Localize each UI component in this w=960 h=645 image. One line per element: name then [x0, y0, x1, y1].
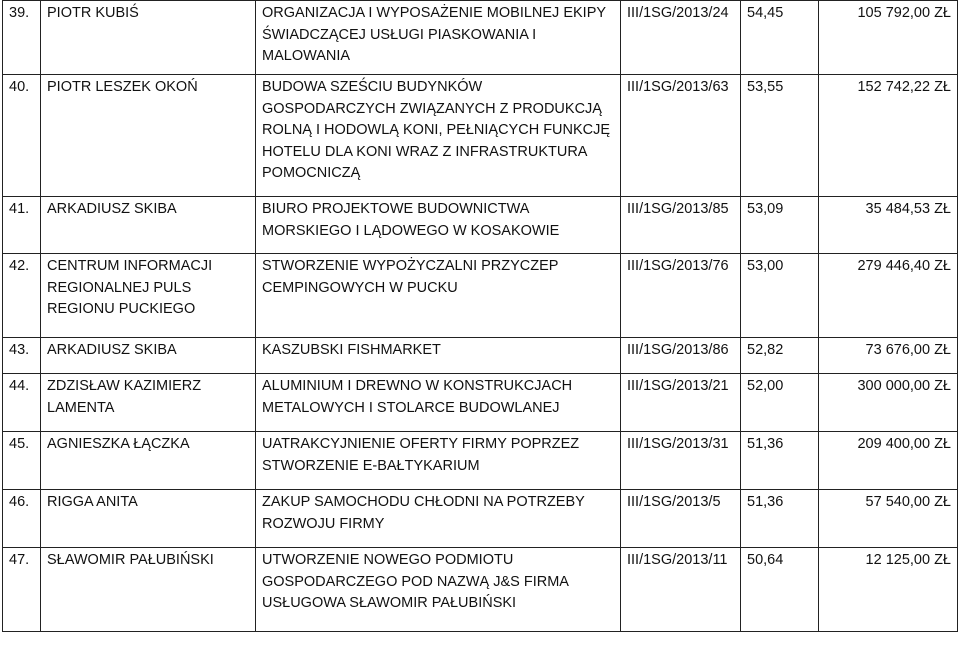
applicant-name: ARKADIUSZ SKIBA: [41, 338, 256, 374]
table-row: [3, 1, 958, 75]
amount: 35 484,53 ZŁ: [819, 197, 958, 254]
amount: 12 125,00 ZŁ: [819, 548, 958, 632]
amount: 73 676,00 ZŁ: [819, 338, 958, 374]
amount: 279 446,40 ZŁ: [819, 254, 958, 338]
project-title: BIURO PROJEKTOWE BUDOWNICTWA MORSKIEGO I LĄDOWEGO W KOSAKOWIE: [256, 197, 621, 254]
applicant-name: PIOTR LESZEK OKOŃ: [41, 75, 256, 197]
applicant-name: CENTRUM INFORMACJI REGIONALNEJ PULS REGIONU PUCKIEGO: [41, 254, 256, 338]
reference-number: III/1SG/2013/31: [621, 432, 741, 490]
score: 52,82: [741, 338, 819, 374]
score: 53,09: [741, 197, 819, 254]
applicant-name: SŁAWOMIR PAŁUBIŃSKI: [41, 548, 256, 632]
project-title: STWORZENIE WYPOŻYCZALNI PRZYCZEP CEMPINGOWYCH W PUCKU: [256, 254, 621, 338]
project-title: ORGANIZACJA I WYPOSAŻENIE MOBILNEJ EKIPY ŚWIADCZĄCEJ USŁUGI PIASKOWANIA I MALOWANIA: [256, 1, 621, 75]
reference-number: III/1SG/2013/11: [621, 548, 741, 632]
score: 50,64: [741, 548, 819, 632]
applicant-name: ARKADIUSZ SKIBA: [41, 197, 256, 254]
project-title: UTWORZENIE NOWEGO PODMIOTU GOSPODARCZEGO POD NAZWĄ J&S FIRMA USŁUGOWA SŁAWOMIR PAŁUBIŃSKI: [256, 548, 621, 632]
score: 53,00: [741, 254, 819, 338]
amount: 105 792,00 ZŁ: [819, 1, 958, 75]
row-number: 39.: [3, 1, 41, 75]
score: 52,00: [741, 374, 819, 432]
project-title: ALUMINIUM I DREWNO W KONSTRUKCJACH METALOWYCH I STOLARCE BUDOWLANEJ: [256, 374, 621, 432]
table-row: [3, 338, 958, 374]
reference-number: III/1SG/2013/85: [621, 197, 741, 254]
applicant-name: ZDZISŁAW KAZIMIERZ LAMENTA: [41, 374, 256, 432]
reference-number: III/1SG/2013/63: [621, 75, 741, 197]
project-title: KASZUBSKI FISHMARKET: [256, 338, 621, 374]
row-number: 47.: [3, 548, 41, 632]
reference-number: III/1SG/2013/21: [621, 374, 741, 432]
table-row: [3, 254, 958, 338]
row-number: 43.: [3, 338, 41, 374]
project-title: ZAKUP SAMOCHODU CHŁODNI NA POTRZEBY ROZWOJU FIRMY: [256, 490, 621, 548]
table-row: [3, 490, 958, 548]
project-title: UATRAKCYJNIENIE OFERTY FIRMY POPRZEZ STWORZENIE E-BAŁTYKARIUM: [256, 432, 621, 490]
results-table: [2, 0, 958, 632]
applicant-name: RIGGA ANITA: [41, 490, 256, 548]
amount: 209 400,00 ZŁ: [819, 432, 958, 490]
row-number: 40.: [3, 75, 41, 197]
score: 51,36: [741, 432, 819, 490]
row-number: 45.: [3, 432, 41, 490]
row-number: 46.: [3, 490, 41, 548]
table-row: [3, 75, 958, 197]
amount: 57 540,00 ZŁ: [819, 490, 958, 548]
reference-number: III/1SG/2013/86: [621, 338, 741, 374]
applicant-name: AGNIESZKA ŁĄCZKA: [41, 432, 256, 490]
reference-number: III/1SG/2013/5: [621, 490, 741, 548]
table-row: [3, 548, 958, 632]
table-row: [3, 432, 958, 490]
row-number: 42.: [3, 254, 41, 338]
reference-number: III/1SG/2013/76: [621, 254, 741, 338]
table-row: [3, 374, 958, 432]
score: 54,45: [741, 1, 819, 75]
project-title: BUDOWA SZEŚCIU BUDYNKÓW GOSPODARCZYCH ZWIĄZANYCH Z PRODUKCJĄ ROLNĄ I HODOWLĄ KONI, PEŁNIĄCYCH FUNKCJĘ HOTELU DLA KONI WRAZ Z INFRASTRUKTURA POMOCNICZĄ: [256, 75, 621, 197]
amount: 300 000,00 ZŁ: [819, 374, 958, 432]
reference-number: III/1SG/2013/24: [621, 1, 741, 75]
row-number: 44.: [3, 374, 41, 432]
amount: 152 742,22 ZŁ: [819, 75, 958, 197]
score: 53,55: [741, 75, 819, 197]
applicant-name: PIOTR KUBIŚ: [41, 1, 256, 75]
table-row: [3, 197, 958, 254]
row-number: 41.: [3, 197, 41, 254]
score: 51,36: [741, 490, 819, 548]
